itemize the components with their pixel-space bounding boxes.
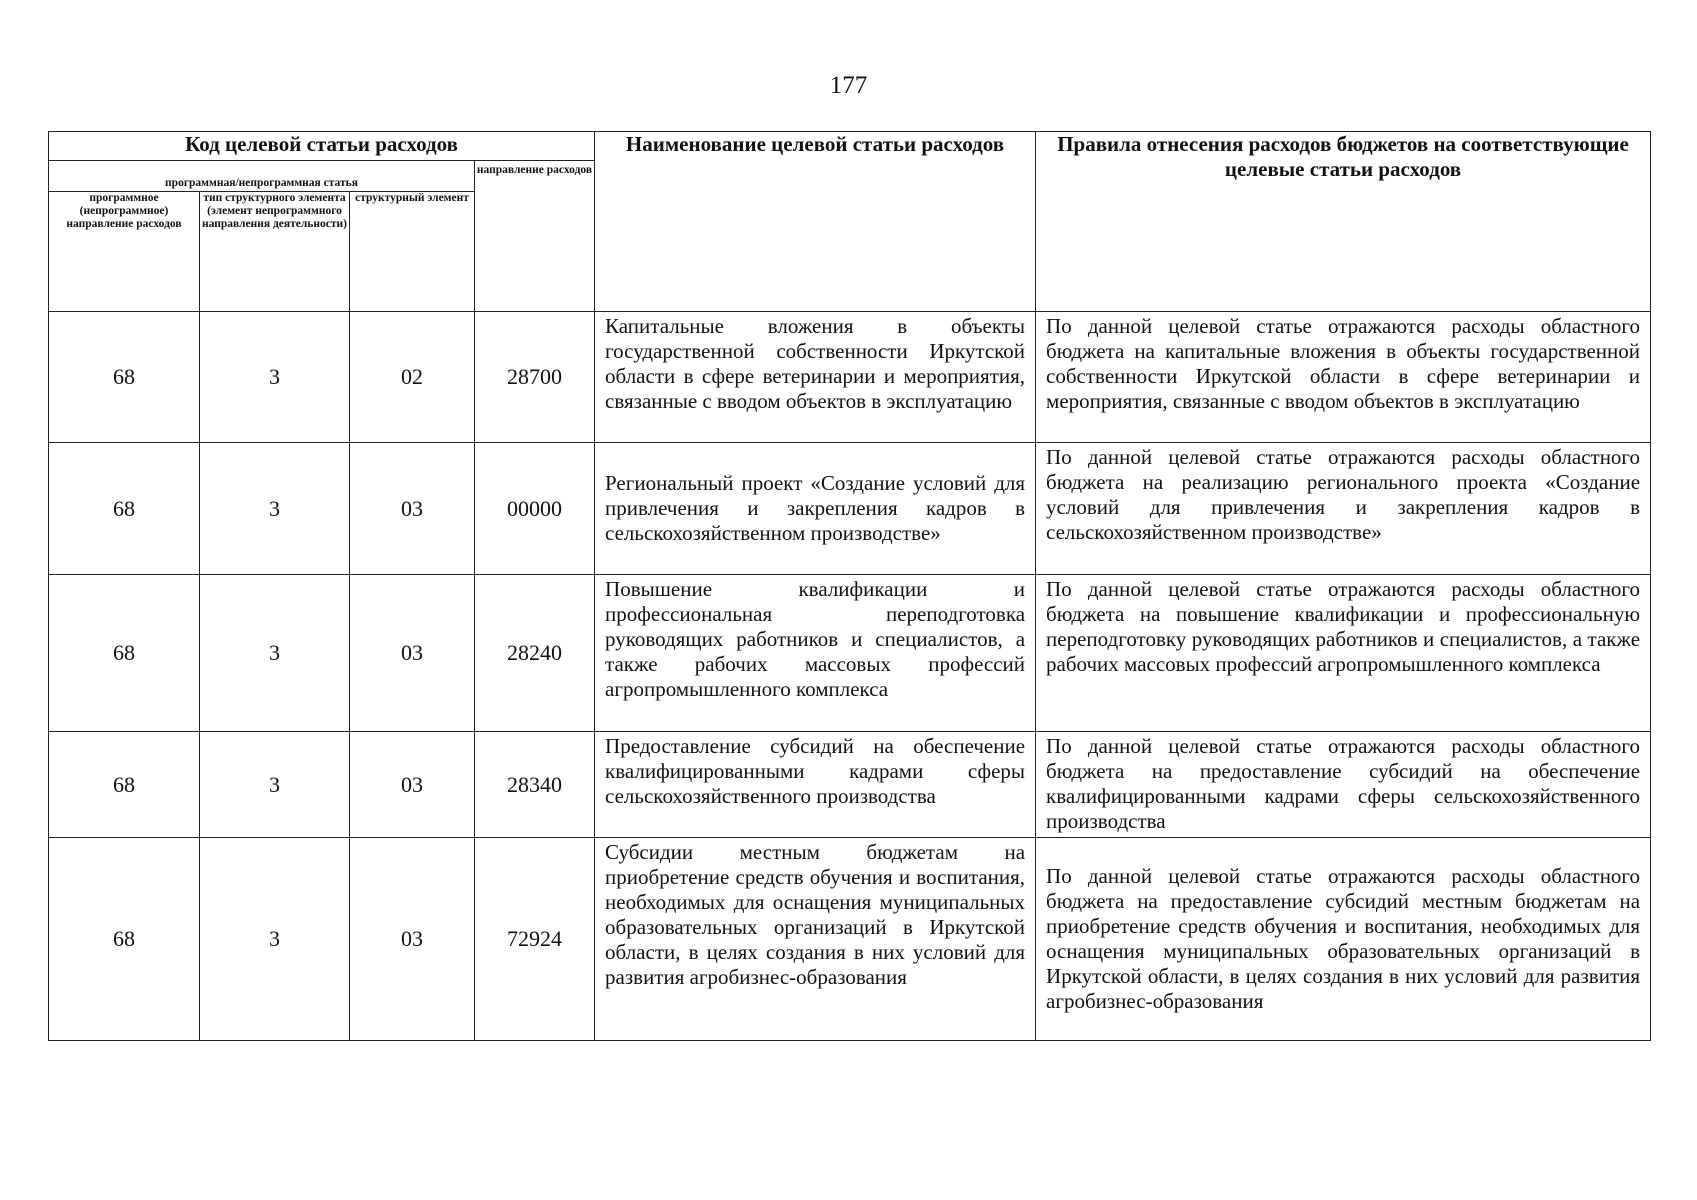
cell-name: Повышение квалификации и профессиональная переподготовка руководящих работников и специалистов, а также рабочих массовых профессий агропромышленного комплекса	[595, 575, 1036, 732]
cell-struct: 03	[350, 838, 475, 1041]
cell-struct: 03	[350, 443, 475, 575]
header-struct-column: структурный элемент	[350, 192, 475, 312]
cell-type: 3	[200, 312, 350, 443]
cell-direction: 28240	[475, 575, 595, 732]
cell-program: 68	[49, 732, 200, 838]
cell-name: Предоставление субсидий на обеспечение квалифицированными кадрами сферы сельскохозяйственного производства	[595, 732, 1036, 838]
header-program-column: программное (непрограммное) направление расходов	[49, 192, 200, 312]
cell-struct: 03	[350, 575, 475, 732]
cell-type: 3	[200, 575, 350, 732]
cell-program: 68	[49, 443, 200, 575]
header-rules-column: Правила отнесения расходов бюджетов на соответствующие целевые статьи расходов	[1036, 132, 1651, 312]
cell-direction: 00000	[475, 443, 595, 575]
header-type-column: тип структурного элемента (элемент непрограммного направления деятельности)	[200, 192, 350, 312]
cell-direction: 28340	[475, 732, 595, 838]
cell-direction: 28700	[475, 312, 595, 443]
cell-program: 68	[49, 838, 200, 1041]
cell-type: 3	[200, 838, 350, 1041]
cell-struct: 03	[350, 732, 475, 838]
cell-rule: По данной целевой статье отражаются расходы областного бюджета на предоставление субсидий местным бюджетам на приобретение средств обучения и воспитания, необходимых для оснащения муниципальных образовательных организаций в Иркутской области, в целях создания в них условий для развития агробизнес-образования	[1036, 838, 1651, 1041]
cell-type: 3	[200, 443, 350, 575]
cell-program: 68	[49, 312, 200, 443]
header-program-group: программная/непрограммная статья	[49, 161, 475, 192]
table-row	[49, 732, 1651, 838]
table-row	[49, 838, 1651, 1041]
table-row	[49, 312, 1651, 443]
cell-name: Капитальные вложения в объекты государственной собственности Иркутской области в сфере ветеринарии и мероприятия, связанные с вводом объектов в эксплуатацию	[595, 312, 1036, 443]
header-name-column: Наименование целевой статьи расходов	[595, 132, 1036, 312]
table-row	[49, 575, 1651, 732]
cell-rule: По данной целевой статье отражаются расходы областного бюджета на капитальные вложения в объекты государственной собственности Иркутской области в сфере ветеринарии и мероприятия, связанные с вводом объектов в эксплуатацию	[1036, 312, 1651, 443]
cell-name: Субсидии местным бюджетам на приобретение средств обучения и воспитания, необходимых для оснащения муниципальных образовательных организаций в Иркутской области, в целях создания в них условий для развития агробизнес-образования	[595, 838, 1036, 1041]
page-number: 177	[829, 72, 868, 99]
cell-direction: 72924	[475, 838, 595, 1041]
header-code-group: Код целевой статьи расходов	[49, 132, 595, 161]
cell-rule: По данной целевой статье отражаются расходы областного бюджета на предоставление субсидий на обеспечение квалифицированными кадрами сферы сельскохозяйственного производства	[1036, 732, 1651, 838]
budget-classification-table	[48, 131, 1651, 1041]
cell-name: Региональный проект «Создание условий для привлечения и закрепления кадров в сельскохозяйственном производстве»	[595, 443, 1036, 575]
cell-type: 3	[200, 732, 350, 838]
cell-rule: По данной целевой статье отражаются расходы областного бюджета на повышение квалификации и профессиональную переподготовку руководящих работников и специалистов, а также рабочих массовых профессий агропромышленного комплекса	[1036, 575, 1651, 732]
table-row	[49, 443, 1651, 575]
cell-program: 68	[49, 575, 200, 732]
cell-rule: По данной целевой статье отражаются расходы областного бюджета на реализацию регионального проекта «Создание условий для привлечения и закрепления кадров в сельскохозяйственном производстве»	[1036, 443, 1651, 575]
cell-struct: 02	[350, 312, 475, 443]
header-direction-column: направление расходов	[475, 161, 595, 312]
